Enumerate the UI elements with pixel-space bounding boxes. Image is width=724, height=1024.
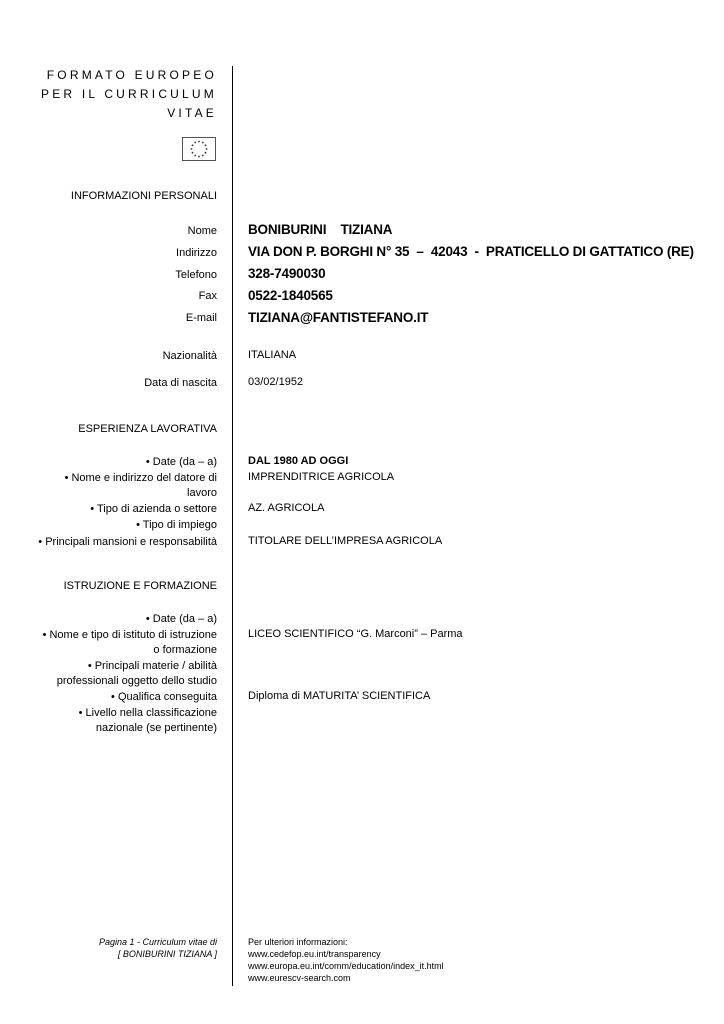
fax-label: Fax xyxy=(198,290,217,302)
birth-value: 03/02/1952 xyxy=(248,376,304,388)
exp-employer-label: • Nome e indirizzo del datore di xyxy=(64,472,217,484)
phone-label: Telefono xyxy=(175,269,217,281)
exp-employer-label-cont: lavoro xyxy=(187,487,217,499)
edu-qualification-value: Diploma di MATURITA’ SCIENTIFICA xyxy=(248,690,431,702)
section-title-education: ISTRUZIONE E FORMAZIONE xyxy=(63,580,217,592)
edu-dates-label: • Date (da – a) xyxy=(145,613,217,625)
exp-sector-label: • Tipo di azienda o settore xyxy=(90,503,217,515)
email-label: E-mail xyxy=(185,312,217,324)
exp-employer-value: IMPRENDITRICE AGRICOLA xyxy=(248,471,395,483)
edu-institute-label: • Nome e tipo di istituto di istruzione xyxy=(42,629,217,641)
name-value: BONIBURINI TIZIANA xyxy=(248,222,393,237)
edu-qualification-label: • Qualifica conseguita xyxy=(111,691,217,703)
section-title-experience: ESPERIENZA LAVORATIVA xyxy=(78,423,217,435)
exp-sector-value: AZ. AGRICOLA xyxy=(248,502,325,514)
nationality-label: Nazionalità xyxy=(162,350,217,362)
footer-link-europa[interactable]: www.europa.eu.int/comm/education/index_it.html xyxy=(248,961,444,971)
footer-link-cedefop[interactable]: www.cedefop.eu.int/transparency xyxy=(248,949,381,959)
footer-link-eurescv[interactable]: www.eurescv-search.com xyxy=(248,973,351,983)
edu-subjects-label-cont: professionali oggetto dello studio xyxy=(56,675,217,687)
address-value: VIA DON P. BORGHI N° 35 – 42043 - PRATICELLO DI GATTATICO (RE) xyxy=(248,244,694,259)
exp-duties-label: • Principali mansioni e responsabilità xyxy=(38,536,217,548)
exp-duties-value: TITOLARE DELL’IMPRESA AGRICOLA xyxy=(248,535,443,547)
edu-level-label-cont: nazionale (se pertinente) xyxy=(95,722,217,734)
exp-job-type-label: • Tipo di impiego xyxy=(136,519,217,531)
document-title-line-1: FORMATO EUROPEO xyxy=(46,68,217,82)
name-label: Nome xyxy=(187,225,217,237)
eu-flag-icon xyxy=(182,137,216,161)
address-label: Indirizzo xyxy=(176,247,217,259)
document-title-line-3: VITAE xyxy=(167,106,217,120)
footer-cv-name: [ BONIBURINI TIZIANA ] xyxy=(117,949,217,959)
document-title-line-2: PER IL CURRICULUM xyxy=(41,87,217,101)
column-divider xyxy=(232,66,233,986)
exp-dates-value: DAL 1980 AD OGGI xyxy=(248,455,349,467)
exp-dates-label: • Date (da – a) xyxy=(145,456,217,468)
email-value: TIZIANA@FANTISTEFANO.IT xyxy=(248,310,429,325)
section-title-personal: INFORMAZIONI PERSONALI xyxy=(70,190,217,202)
edu-subjects-label: • Principali materie / abilità xyxy=(87,660,217,672)
nationality-value: ITALIANA xyxy=(248,349,297,361)
edu-institute-value: LICEO SCIENTIFICO “G. Marconi” – Parma xyxy=(248,628,463,640)
edu-level-label: • Livello nella classificazione xyxy=(78,707,217,719)
footer-info-label: Per ulteriori informazioni: xyxy=(248,937,348,947)
birth-label: Data di nascita xyxy=(144,377,217,389)
phone-value: 328-7490030 xyxy=(248,266,326,281)
edu-institute-label-cont: o formazione xyxy=(153,644,217,656)
footer-page-info: Pagina 1 - Curriculum vitae di xyxy=(98,937,217,947)
fax-value: 0522-1840565 xyxy=(248,288,333,303)
